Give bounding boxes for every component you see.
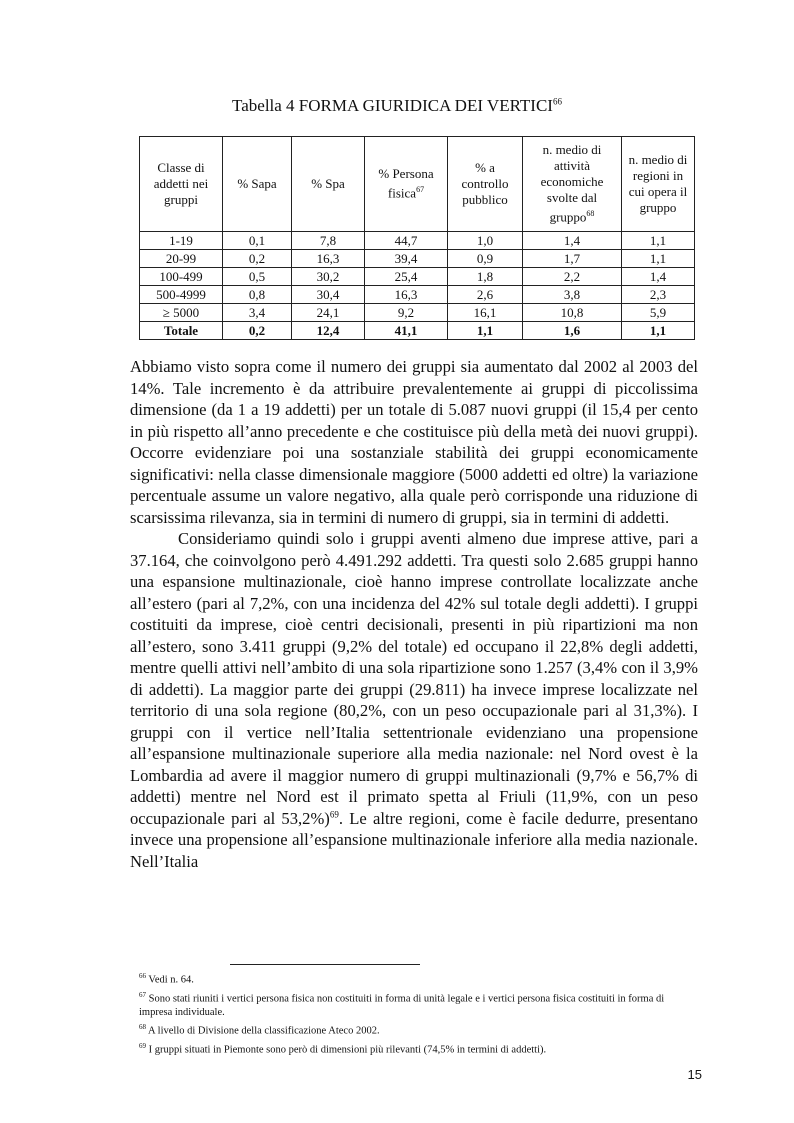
table-cell: 16,1 [448, 304, 523, 322]
table-cell: 1,1 [622, 250, 695, 268]
table-cell: 9,2 [365, 304, 448, 322]
table-cell: 25,4 [365, 268, 448, 286]
table-cell: 1,4 [622, 268, 695, 286]
table-cell: 12,4 [292, 322, 365, 340]
table-title: Tabella 4 FORMA GIURIDICA DEI VERTICI$^{66}$ [232, 96, 562, 115]
table-cell: 1,6 [523, 322, 622, 340]
paragraph-2: Consideriamo quindi solo i gruppi aventi almeno due imprese attive, pari a 37.164, che coinvolgono però 4.491.292 addetti. Tra questi solo 2.685 gruppi hanno una espansione multinazionale, cioè hanno imprese controllate localizzate anche all’estero (pari al 7,2%, con una incidenza del 42% sul totale degli addetti). I gruppi costituiti da imprese, cioè centri decisionali, presenti in più ripartizioni ma non all’estero, sono 3.411 gruppi (9,2% del totale) ed occupano il 22,8% degli addetti, mentre quelli attivi nell’ambito di una sola ripartizione sono 1.257 (3,4% con il 3,9% di addetti). La maggior parte dei gruppi (29.811) ha invece imprese localizzate nel territorio di una sola regione (80,2%, con un peso occupazionale pari al 31,3%). I gruppi con il vertice nell’Italia settentrionale evidenziano una propensione all’espansione multinazionale superiore alla media nazionale: nel Nord ovest è la Lombardia ad avere il maggior numero di gruppi multinazionali (9,7% e 56,7% di addetti) mentre nel Nord est il primato spetta al Friuli (11,9%, con un peso occupazionale pari al 53,2%)$^{69}$. Le altre regioni, come è facile dedurre, presentano invece una propensione all’espansione multinazionale inferiore alla media nazionale. Nell’Italia [130, 529, 698, 871]
body-text [130, 356, 698, 872]
table-cell: 1,0 [448, 232, 523, 250]
table-cell: 0,2 [223, 322, 292, 340]
header-regioni: n. medio di regioni in cui opera il gruppo [622, 137, 695, 232]
table-cell: 2,2 [523, 268, 622, 286]
table-body [140, 232, 695, 340]
table-cell: 30,4 [292, 286, 365, 304]
footnote-ref-69: 69 [329, 808, 339, 819]
table-total-row [140, 322, 695, 340]
table-cell: 100-499 [140, 268, 223, 286]
table-cell: 1,1 [622, 322, 695, 340]
table-cell: 16,3 [292, 250, 365, 268]
footnote-66: $^{66}$ Vedi n. 64. [139, 972, 194, 986]
table-cell: 1,1 [448, 322, 523, 340]
table-cell: 2,3 [622, 286, 695, 304]
table-cell: 7,8 [292, 232, 365, 250]
header-controllo-pubblico: % a controllo pubblico [448, 137, 523, 232]
header-spa: % Spa [292, 137, 365, 232]
legal-form-table [139, 136, 695, 340]
header-classe: Classe di addetti nei gruppi [140, 137, 223, 232]
footnotes [139, 969, 699, 1057]
table-cell: 1,1 [622, 232, 695, 250]
table-cell: 3,8 [523, 286, 622, 304]
header-sapa: % Sapa [223, 137, 292, 232]
table-cell: Totale [140, 322, 223, 340]
table-row [140, 250, 695, 268]
footnote-67: $^{67}$ Sono stati riuniti i vertici persona fisica non costituiti in forma di unità legale e i vertici persona fisica costituiti in forma di impresa individuale. [139, 990, 665, 1018]
table-cell: 0,2 [223, 250, 292, 268]
header-attivita: n. medio di attività economiche svolte dal gruppo$^{68}$ [523, 137, 622, 232]
table-cell: 1-19 [140, 232, 223, 250]
table-cell: 500-4999 [140, 286, 223, 304]
header-persona-fisica: % Persona fisica$^{67}$ [365, 137, 448, 232]
table-cell: 1,4 [523, 232, 622, 250]
table-row [140, 304, 695, 322]
table-cell: 41,1 [365, 322, 448, 340]
table-cell: 16,3 [365, 286, 448, 304]
table-row [140, 268, 695, 286]
table-cell: 30,2 [292, 268, 365, 286]
table-cell: 0,9 [448, 250, 523, 268]
table-cell: ≥ 5000 [140, 304, 223, 322]
table-cell: 5,9 [622, 304, 695, 322]
page-number: 15 [687, 1067, 702, 1082]
table-cell: 39,4 [365, 250, 448, 268]
table-cell: 3,4 [223, 304, 292, 322]
footnote-69: $^{69}$ I gruppi situati in Piemonte sono però di dimensioni più rilevanti (74,5% in termini di addetti). [139, 1041, 547, 1055]
table-cell: 10,8 [523, 304, 622, 322]
table-cell: 0,5 [223, 268, 292, 286]
table-row [140, 232, 695, 250]
table-header-row [140, 137, 695, 232]
table-cell: 0,8 [223, 286, 292, 304]
table-cell: 44,7 [365, 232, 448, 250]
table-cell: 2,6 [448, 286, 523, 304]
table-cell: 20-99 [140, 250, 223, 268]
table-cell: 1,7 [523, 250, 622, 268]
table-cell: 24,1 [292, 304, 365, 322]
table-cell: 1,8 [448, 268, 523, 286]
table-cell: 0,1 [223, 232, 292, 250]
paragraph-1: Abbiamo visto sopra come il numero dei gruppi sia aumentato dal 2002 al 2003 del 14%. Tale incremento è da attribuire prevalentemente ai gruppi di piccolissima dimensione (da 1 a 19 addetti) per un totale di 5.087 nuovi gruppi (il 15,4 per cento in più rispetto all’anno precedente e che costituisce più della metà dei nuovi gruppi). Occorre evidenziare poi una sostanziale stabilità dei gruppi economicamente significativi: nella classe dimensionale maggiore (5000 addetti ed oltre) la variazione percentuale assume un valore negativo, alla quale però corrisponde una riduzione di scarsissima rilevanza, sia in termini di numero di gruppi, sia in termini di addetti. [130, 357, 698, 527]
footnote-68: $^{68}$ A livello di Divisione della classificazione Ateco 2002. [139, 1023, 380, 1037]
footnote-ref-66: 66 [552, 96, 562, 107]
footnote-separator [230, 964, 420, 965]
table-row [140, 286, 695, 304]
